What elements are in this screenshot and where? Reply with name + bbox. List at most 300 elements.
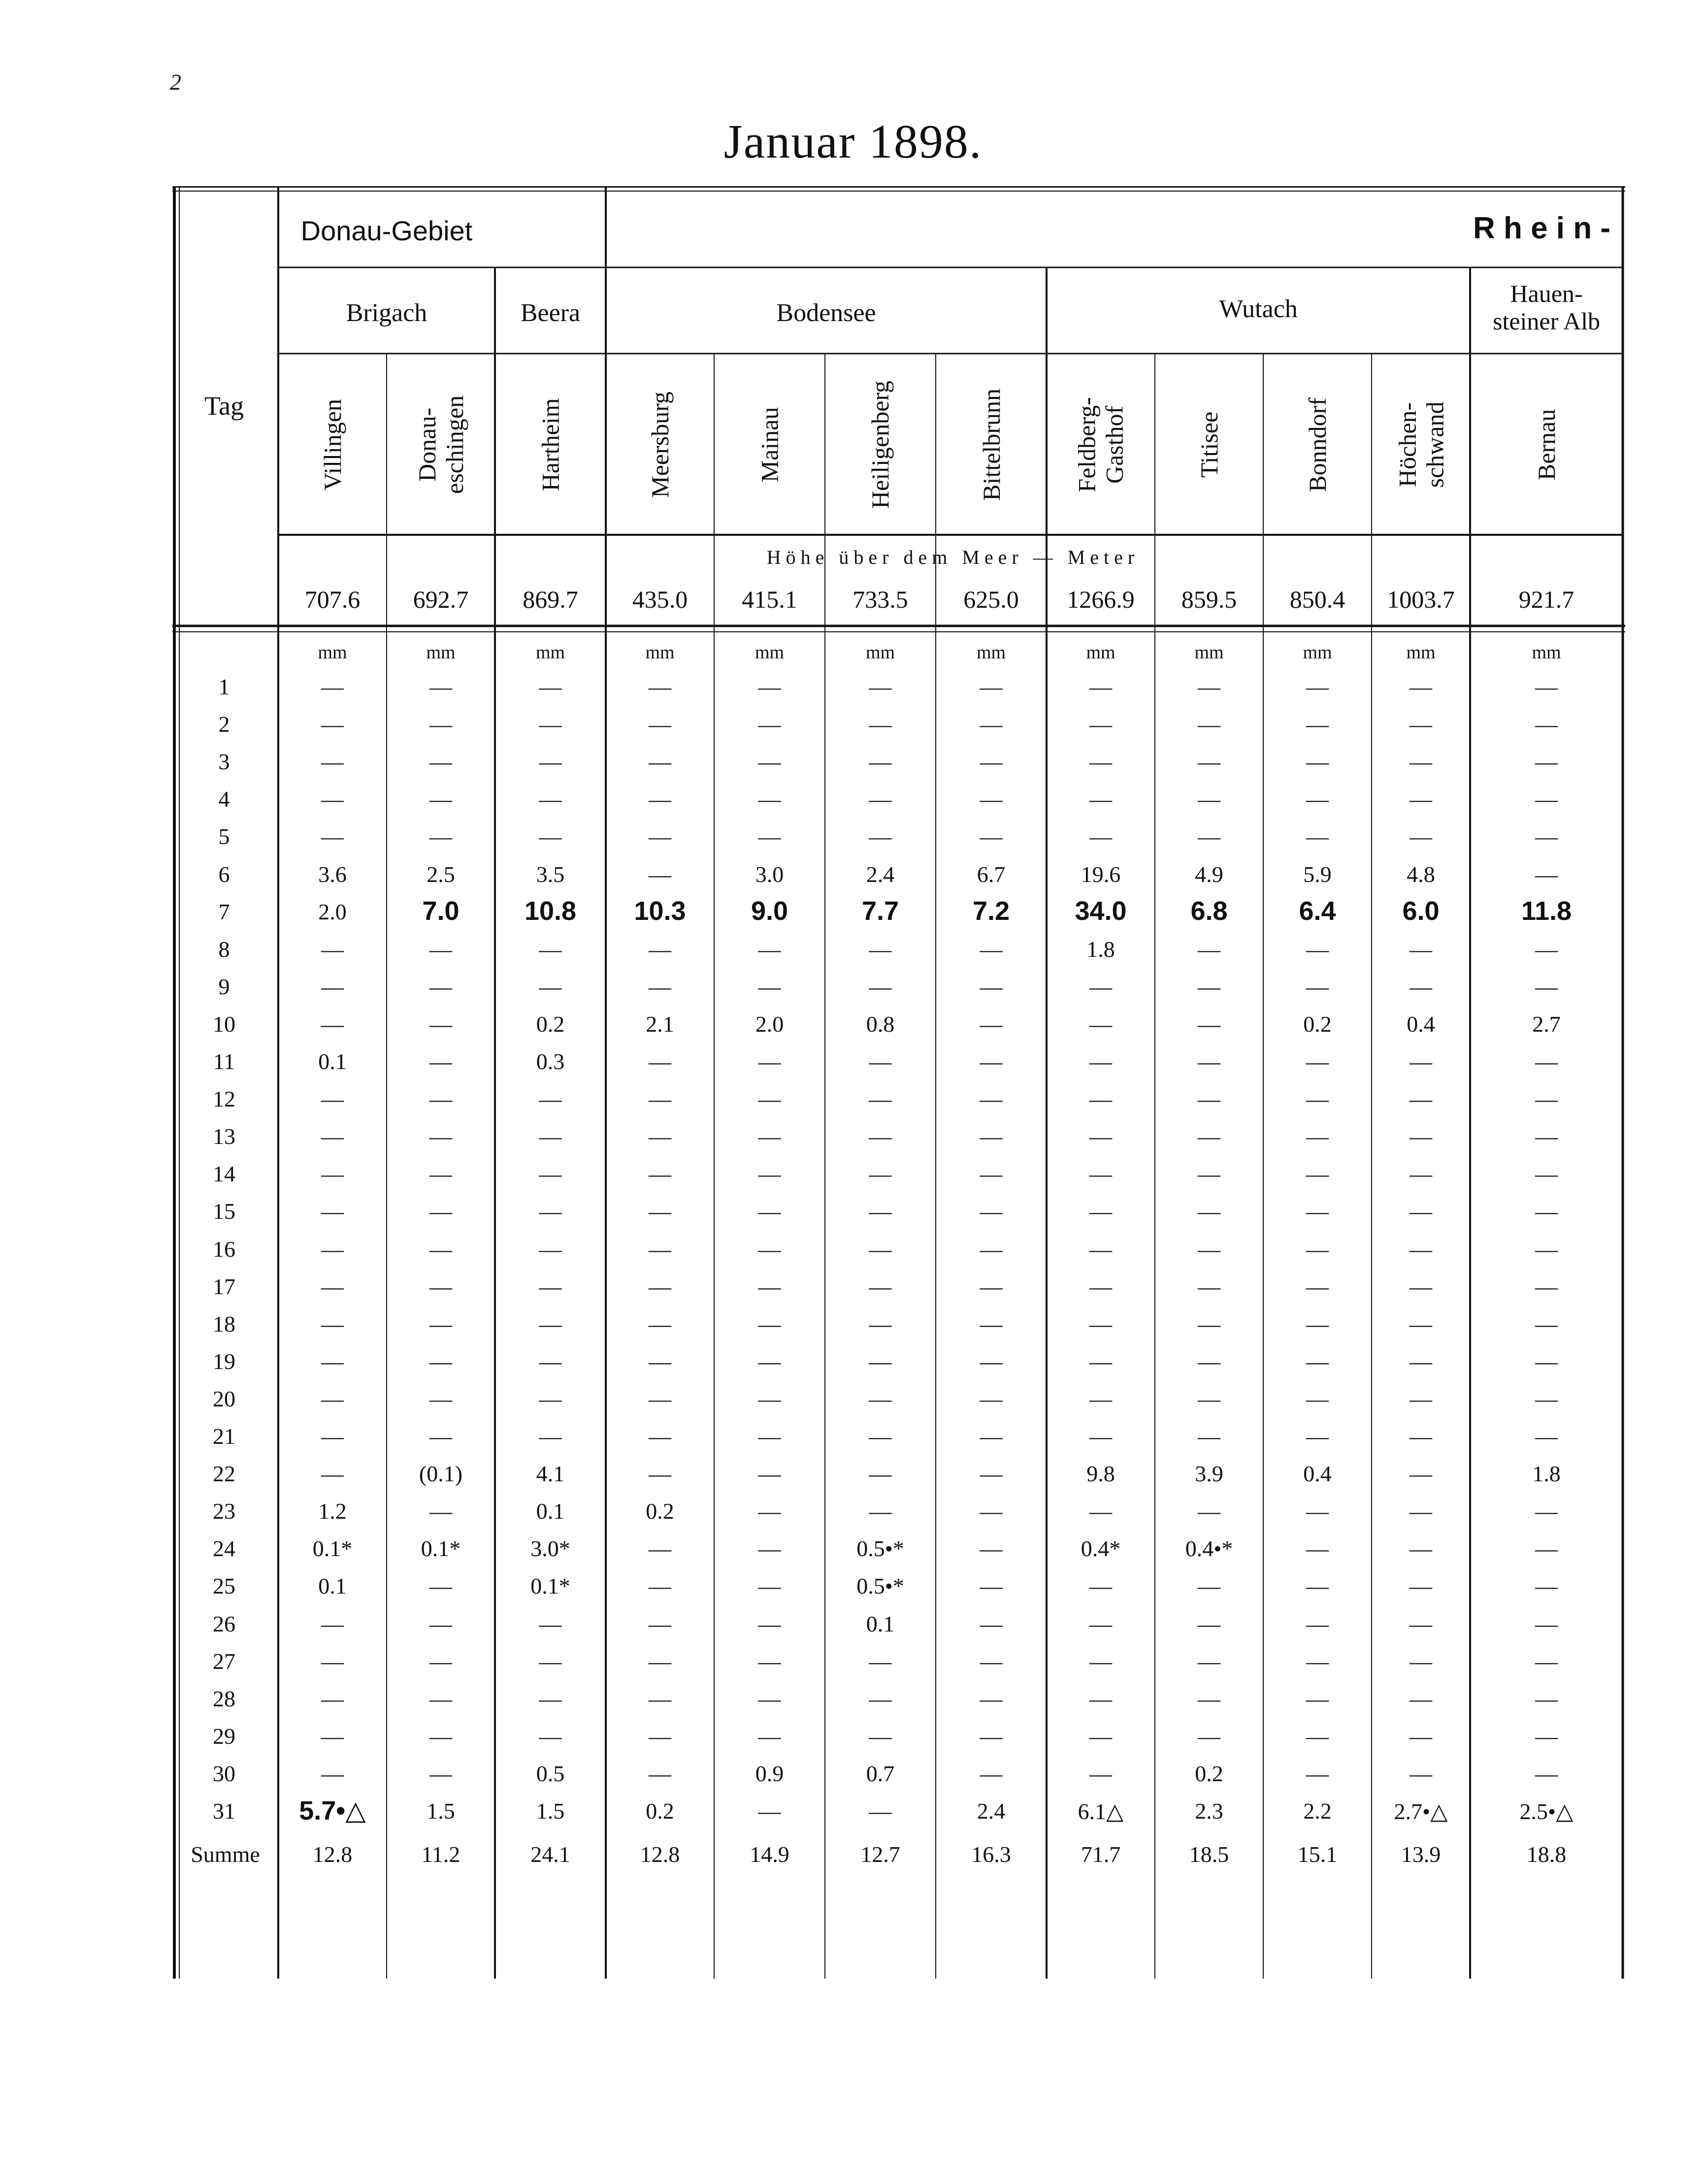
table-cell: 2.5•△ xyxy=(1519,1799,1574,1824)
table-cell: — xyxy=(321,936,344,962)
table-cell: 2.0 xyxy=(755,1011,784,1037)
table-cell: — xyxy=(869,1273,892,1299)
table-cell: — xyxy=(649,1124,671,1149)
day-label: 10 xyxy=(213,1011,235,1037)
table-cell: — xyxy=(539,1236,562,1262)
day-label: 24 xyxy=(213,1536,235,1562)
page-number: 2 xyxy=(170,69,181,95)
table-cell: 3.6 xyxy=(318,861,347,887)
table-cell: — xyxy=(758,1611,781,1636)
station-height: 869.7 xyxy=(523,586,578,613)
unit-label: mm xyxy=(1406,642,1436,663)
day-label: 5 xyxy=(218,824,230,849)
day-label: 13 xyxy=(213,1124,235,1149)
table-cell: — xyxy=(321,1648,344,1674)
table-cell: (0.1) xyxy=(419,1461,463,1487)
table-cell: — xyxy=(1410,1199,1432,1224)
table-cell: 6.0 xyxy=(1402,896,1440,926)
table-cell: — xyxy=(1089,786,1112,812)
table-cell: — xyxy=(429,1311,452,1336)
table-cell: — xyxy=(429,1049,452,1074)
tag-header: Tag xyxy=(204,391,244,421)
table-cell: — xyxy=(649,974,671,999)
table-cell: — xyxy=(1306,1348,1329,1374)
table-cell: — xyxy=(321,1236,344,1262)
height-caption: H ö h e ü b e r d e m M e e r — M e t e r xyxy=(766,546,1135,568)
table-cell: — xyxy=(980,1124,1003,1149)
table-cell: — xyxy=(429,1499,452,1524)
table-cell: — xyxy=(429,1086,452,1112)
table-cell: — xyxy=(980,974,1003,999)
sum-cell: 12.8 xyxy=(640,1842,680,1867)
table-cell: — xyxy=(869,824,892,849)
table-cell: 0.1 xyxy=(866,1611,895,1636)
table-cell: — xyxy=(758,1311,781,1336)
table-cell: — xyxy=(1198,1611,1220,1636)
table-cell: — xyxy=(869,1686,892,1711)
table-cell: — xyxy=(539,1311,562,1336)
day-label: 27 xyxy=(213,1648,235,1674)
table-cell: — xyxy=(321,674,344,699)
unit-label: mm xyxy=(535,642,565,663)
table-cell: — xyxy=(1306,1611,1329,1636)
table-cell: — xyxy=(649,824,671,849)
table-cell: — xyxy=(980,674,1003,699)
table-cell: — xyxy=(1089,1236,1112,1262)
table-cell: — xyxy=(980,1611,1003,1636)
table-cell: — xyxy=(1306,1199,1329,1224)
table-cell: — xyxy=(1535,712,1558,737)
table-cell: — xyxy=(1198,1011,1220,1037)
table-cell: — xyxy=(1410,1536,1432,1562)
table-cell: — xyxy=(1410,1049,1432,1074)
table-cell: — xyxy=(539,1199,562,1224)
station-header-9 xyxy=(1263,356,1372,533)
table-cell: 3.5 xyxy=(536,861,565,887)
table-cell: — xyxy=(1535,1723,1558,1749)
table-cell: — xyxy=(1306,1573,1329,1599)
subgroup-wutach: Wutach xyxy=(1219,295,1298,323)
station-name: Bonndorf xyxy=(1304,397,1331,492)
table-cell: 0.2 xyxy=(1303,1011,1332,1037)
table-cell: — xyxy=(869,712,892,737)
table-cell: — xyxy=(1306,1086,1329,1112)
table-cell: — xyxy=(1198,1236,1220,1262)
table-cell: — xyxy=(1535,936,1558,962)
table-cell: — xyxy=(1198,749,1220,775)
table-cell: — xyxy=(1410,749,1432,775)
table-cell: — xyxy=(1306,1124,1329,1149)
table-cell: — xyxy=(758,1236,781,1262)
table-cell: — xyxy=(321,1348,344,1374)
unit-label: mm xyxy=(865,642,895,663)
table-cell: — xyxy=(1198,712,1220,737)
table-cell: — xyxy=(758,674,781,699)
table-cell: — xyxy=(1410,1461,1432,1487)
table-cell: — xyxy=(539,824,562,849)
table-cell: — xyxy=(1306,712,1329,737)
station-height: 733.5 xyxy=(853,586,908,613)
unit-label: mm xyxy=(755,642,785,663)
table-cell: — xyxy=(1089,1648,1112,1674)
station-height: 850.4 xyxy=(1289,586,1345,613)
table-cell: — xyxy=(1306,1536,1329,1562)
table-cell: — xyxy=(649,1199,671,1224)
table-cell: — xyxy=(758,1124,781,1149)
table-cell: — xyxy=(758,1798,781,1824)
table-cell: — xyxy=(649,936,671,962)
table-cell: — xyxy=(1306,1723,1329,1749)
table-cell: 1.8 xyxy=(1532,1461,1561,1487)
page-title: Januar 1898. xyxy=(723,115,983,168)
table-cell: — xyxy=(1535,1499,1558,1524)
table-cell: — xyxy=(1410,1424,1432,1449)
table-cell: — xyxy=(758,1723,781,1749)
table-cell: 6.8 xyxy=(1190,896,1228,926)
sum-cell: 16.3 xyxy=(971,1842,1011,1867)
day-label: 22 xyxy=(213,1461,235,1487)
table-cell: — xyxy=(980,1686,1003,1711)
table-cell: — xyxy=(980,1723,1003,1749)
table-cell: — xyxy=(980,1236,1003,1262)
table-cell: — xyxy=(1535,1124,1558,1149)
station-header-0 xyxy=(278,356,387,533)
table-cell: — xyxy=(1535,1273,1558,1299)
day-label: 6 xyxy=(218,861,230,887)
table-cell: — xyxy=(1306,1499,1329,1524)
table-cell: — xyxy=(758,1199,781,1224)
table-cell: — xyxy=(429,1760,452,1786)
table-cell: — xyxy=(1535,1086,1558,1112)
table-cell: 3.0 xyxy=(755,861,784,887)
station-height: 692.7 xyxy=(413,586,469,613)
table-cell: — xyxy=(321,1273,344,1299)
table-cell: — xyxy=(1306,1236,1329,1262)
unit-label: mm xyxy=(426,642,456,663)
table-cell: — xyxy=(758,1386,781,1411)
table-cell: — xyxy=(980,1311,1003,1336)
table-cell: — xyxy=(758,1348,781,1374)
table-cell: 9.8 xyxy=(1086,1461,1115,1487)
subgroup-brigach: Brigach xyxy=(346,299,427,327)
day-label: 31 xyxy=(213,1798,235,1824)
table-cell: 0.2 xyxy=(646,1499,674,1524)
table-cell: — xyxy=(321,1311,344,1336)
table-cell: — xyxy=(869,936,892,962)
table-cell: — xyxy=(1198,1161,1220,1187)
table-cell: — xyxy=(1306,749,1329,775)
table-cell: 4.1 xyxy=(536,1461,565,1487)
sum-label: Summe xyxy=(191,1842,260,1867)
table-cell: — xyxy=(1410,1124,1432,1149)
table-cell: — xyxy=(1198,1723,1220,1749)
table-cell: — xyxy=(1198,1499,1220,1524)
table-cell: — xyxy=(1306,974,1329,999)
table-cell: — xyxy=(1410,824,1432,849)
station-name: Höchen- schwand xyxy=(1393,401,1448,488)
day-label: 20 xyxy=(213,1386,235,1411)
table-cell: — xyxy=(1089,1161,1112,1187)
table-cell: — xyxy=(429,1611,452,1636)
table-cell: — xyxy=(1410,1648,1432,1674)
table-cell: — xyxy=(1089,1760,1112,1786)
table-cell: 0.7 xyxy=(866,1760,895,1786)
day-label: 17 xyxy=(213,1273,235,1299)
table-cell: — xyxy=(539,1348,562,1374)
day-label: 12 xyxy=(213,1086,235,1112)
table-cell: — xyxy=(429,1273,452,1299)
table-cell: — xyxy=(539,749,562,775)
table-cell: — xyxy=(649,1386,671,1411)
day-label: 15 xyxy=(213,1199,235,1224)
sum-cell: 24.1 xyxy=(530,1842,570,1867)
table-cell: — xyxy=(869,1798,892,1824)
table-cell: 1.5 xyxy=(536,1798,565,1824)
day-label: 30 xyxy=(213,1760,235,1786)
table-cell: — xyxy=(980,1573,1003,1599)
table-cell: — xyxy=(758,1499,781,1524)
station-height: 1266.9 xyxy=(1067,586,1135,613)
table-cell: 3.9 xyxy=(1195,1461,1223,1487)
table-cell: 0.1* xyxy=(530,1573,570,1599)
table-cell: — xyxy=(1535,1573,1558,1599)
table-cell: — xyxy=(980,786,1003,812)
station-header-7 xyxy=(1047,356,1155,533)
table-cell: — xyxy=(1535,674,1558,699)
table-cell: 9.0 xyxy=(751,896,788,926)
table-cell: — xyxy=(1089,1311,1112,1336)
station-name: Donau- eschingen xyxy=(413,395,468,494)
table-cell: 0.9 xyxy=(755,1760,784,1786)
table-cell: — xyxy=(1535,861,1558,887)
table-cell: — xyxy=(1089,1386,1112,1411)
sum-cell: 13.9 xyxy=(1401,1842,1441,1867)
table-cell: — xyxy=(429,1386,452,1411)
day-label: 25 xyxy=(213,1573,235,1599)
table-cell: — xyxy=(429,1124,452,1149)
table-cell: — xyxy=(1198,1424,1220,1449)
station-height: 707.6 xyxy=(304,586,361,613)
table-cell: — xyxy=(1089,1573,1112,1599)
station-name: Feldberg- Gasthof xyxy=(1073,397,1128,492)
station-height: 921.7 xyxy=(1518,586,1575,613)
table-cell: — xyxy=(980,1424,1003,1449)
table-cell: — xyxy=(649,1648,671,1674)
station-header-10 xyxy=(1372,356,1470,533)
table-cell: — xyxy=(1410,936,1432,962)
table-cell: — xyxy=(1306,824,1329,849)
table-cell: — xyxy=(321,1086,344,1112)
table-cell: — xyxy=(1089,1499,1112,1524)
table-cell: — xyxy=(869,674,892,699)
table-cell: — xyxy=(539,1161,562,1187)
table-cell: — xyxy=(1410,1573,1432,1599)
table-cell: — xyxy=(321,824,344,849)
table-cell: 0.4 xyxy=(1407,1011,1435,1037)
table-cell: — xyxy=(869,1499,892,1524)
table-cell: — xyxy=(980,1499,1003,1524)
table-cell: — xyxy=(649,1760,671,1786)
table-cell: — xyxy=(1535,786,1558,812)
table-cell: — xyxy=(758,1086,781,1112)
table-cell: — xyxy=(869,1648,892,1674)
table-cell: — xyxy=(980,936,1003,962)
table-cell: 0.2 xyxy=(1195,1760,1223,1786)
table-cell: — xyxy=(539,1386,562,1411)
table-cell: — xyxy=(321,1760,344,1786)
table-cell: 2.5 xyxy=(426,861,455,887)
table-cell: — xyxy=(649,1311,671,1336)
station-header-6 xyxy=(936,356,1047,533)
table-cell: — xyxy=(649,1573,671,1599)
table-cell: — xyxy=(321,974,344,999)
table-cell: — xyxy=(1089,749,1112,775)
table-cell: — xyxy=(649,1348,671,1374)
table-cell: — xyxy=(1198,1348,1220,1374)
table-cell: — xyxy=(980,749,1003,775)
subgroup-bodensee: Bodensee xyxy=(776,299,876,327)
table-cell: — xyxy=(980,1086,1003,1112)
table-cell: 5.7•△ xyxy=(299,1796,366,1825)
day-label: 29 xyxy=(213,1723,235,1749)
table-cell: — xyxy=(321,1011,344,1037)
table-cell: — xyxy=(869,1124,892,1149)
table-cell: — xyxy=(1535,1686,1558,1711)
table-cell: — xyxy=(429,1686,452,1711)
table-cell: — xyxy=(429,712,452,737)
station-name: Hartheim xyxy=(536,398,564,491)
table-cell: 5.9 xyxy=(1303,861,1332,887)
table-cell: — xyxy=(649,1424,671,1449)
sum-cell: 12.7 xyxy=(860,1842,900,1867)
table-cell: — xyxy=(758,786,781,812)
table-cell: — xyxy=(980,1461,1003,1487)
day-label: 21 xyxy=(213,1424,235,1449)
table-cell: 0.4•* xyxy=(1185,1536,1233,1562)
table-cell: — xyxy=(649,1273,671,1299)
table-cell: — xyxy=(321,712,344,737)
table-cell: — xyxy=(1535,1386,1558,1411)
table-cell: — xyxy=(1198,1648,1220,1674)
unit-label: mm xyxy=(645,642,675,663)
table-cell: — xyxy=(1089,1199,1112,1224)
table-cell: — xyxy=(1089,1273,1112,1299)
station-header-8 xyxy=(1155,356,1263,533)
table-cell: — xyxy=(1089,1348,1112,1374)
table-cell: — xyxy=(980,824,1003,849)
table-cell: — xyxy=(1410,712,1432,737)
table-cell: — xyxy=(429,1161,452,1187)
table-cell: — xyxy=(1410,974,1432,999)
unit-label: mm xyxy=(318,642,347,663)
table-cell: — xyxy=(429,1424,452,1449)
table-cell: — xyxy=(539,786,562,812)
table-cell: — xyxy=(539,1648,562,1674)
table-cell: 0.1* xyxy=(312,1536,353,1562)
station-height: 435.0 xyxy=(632,586,688,613)
table-cell: — xyxy=(758,1424,781,1449)
table-cell: — xyxy=(321,1611,344,1636)
table-cell: — xyxy=(1306,1049,1329,1074)
sum-cell: 18.5 xyxy=(1189,1842,1229,1867)
table-cell: — xyxy=(869,749,892,775)
table-cell: — xyxy=(1535,1161,1558,1187)
table-cell: — xyxy=(649,749,671,775)
table-cell: 10.3 xyxy=(634,896,686,926)
table-cell: — xyxy=(1410,1086,1432,1112)
table-cell: — xyxy=(758,1461,781,1487)
table-cell: — xyxy=(1535,1311,1558,1336)
table-cell: — xyxy=(980,1648,1003,1674)
station-name: Villingen xyxy=(319,399,346,490)
table-cell: — xyxy=(429,1573,452,1599)
table-cell: — xyxy=(869,1386,892,1411)
table-cell: 0.2 xyxy=(646,1798,674,1824)
table-cell: 0.3 xyxy=(536,1049,565,1074)
table-cell: 0.5•* xyxy=(856,1573,904,1599)
table-cell: — xyxy=(980,1348,1003,1374)
table-cell: — xyxy=(1410,1348,1432,1374)
sum-cell: 14.9 xyxy=(750,1842,789,1867)
unit-label: mm xyxy=(1086,642,1115,663)
table-cell: — xyxy=(1198,1573,1220,1599)
table-cell: — xyxy=(649,786,671,812)
table-cell: — xyxy=(321,1386,344,1411)
station-name: Mainau xyxy=(755,407,784,483)
table-cell: — xyxy=(1535,1424,1558,1449)
table-cell: — xyxy=(980,1011,1003,1037)
table-cell: 4.9 xyxy=(1195,861,1223,887)
table-cell: — xyxy=(869,1311,892,1336)
table-cell: — xyxy=(1535,1611,1558,1636)
table-cell: — xyxy=(1535,1199,1558,1224)
station-height: 415.1 xyxy=(742,586,797,613)
table-cell: — xyxy=(1535,1760,1558,1786)
table-cell: — xyxy=(321,1199,344,1224)
table-cell: — xyxy=(758,749,781,775)
table-cell: 2.4 xyxy=(866,861,895,887)
table-cell: — xyxy=(1410,674,1432,699)
table-cell: 2.2 xyxy=(1303,1798,1332,1824)
table-cell: — xyxy=(1089,1011,1112,1037)
table-cell: 0.1 xyxy=(536,1499,565,1524)
table-cell: — xyxy=(758,1536,781,1562)
table-cell: — xyxy=(1198,786,1220,812)
table-cell: 2.7 xyxy=(1532,1011,1561,1037)
station-name: Bittelbrunn xyxy=(977,389,1005,501)
precipitation-table xyxy=(172,186,1625,1979)
table-cell: — xyxy=(429,674,452,699)
table-cell: — xyxy=(539,1424,562,1449)
table-cell: — xyxy=(1198,1049,1220,1074)
table-cell: — xyxy=(539,936,562,962)
table-cell: 6.4 xyxy=(1299,896,1336,926)
table-cell: — xyxy=(1410,1236,1432,1262)
day-label: 3 xyxy=(218,749,230,775)
table-cell: 1.8 xyxy=(1086,936,1115,962)
table-cell: — xyxy=(649,1723,671,1749)
table-cell: — xyxy=(429,749,452,775)
table-cell: 7.2 xyxy=(972,896,1010,926)
table-cell: — xyxy=(1535,824,1558,849)
table-cell: — xyxy=(869,1424,892,1449)
table-cell: — xyxy=(429,786,452,812)
table-cell: — xyxy=(649,712,671,737)
table-cell: — xyxy=(1089,1049,1112,1074)
table-cell: — xyxy=(980,1386,1003,1411)
table-cell: — xyxy=(869,1723,892,1749)
station-height: 625.0 xyxy=(963,586,1019,613)
